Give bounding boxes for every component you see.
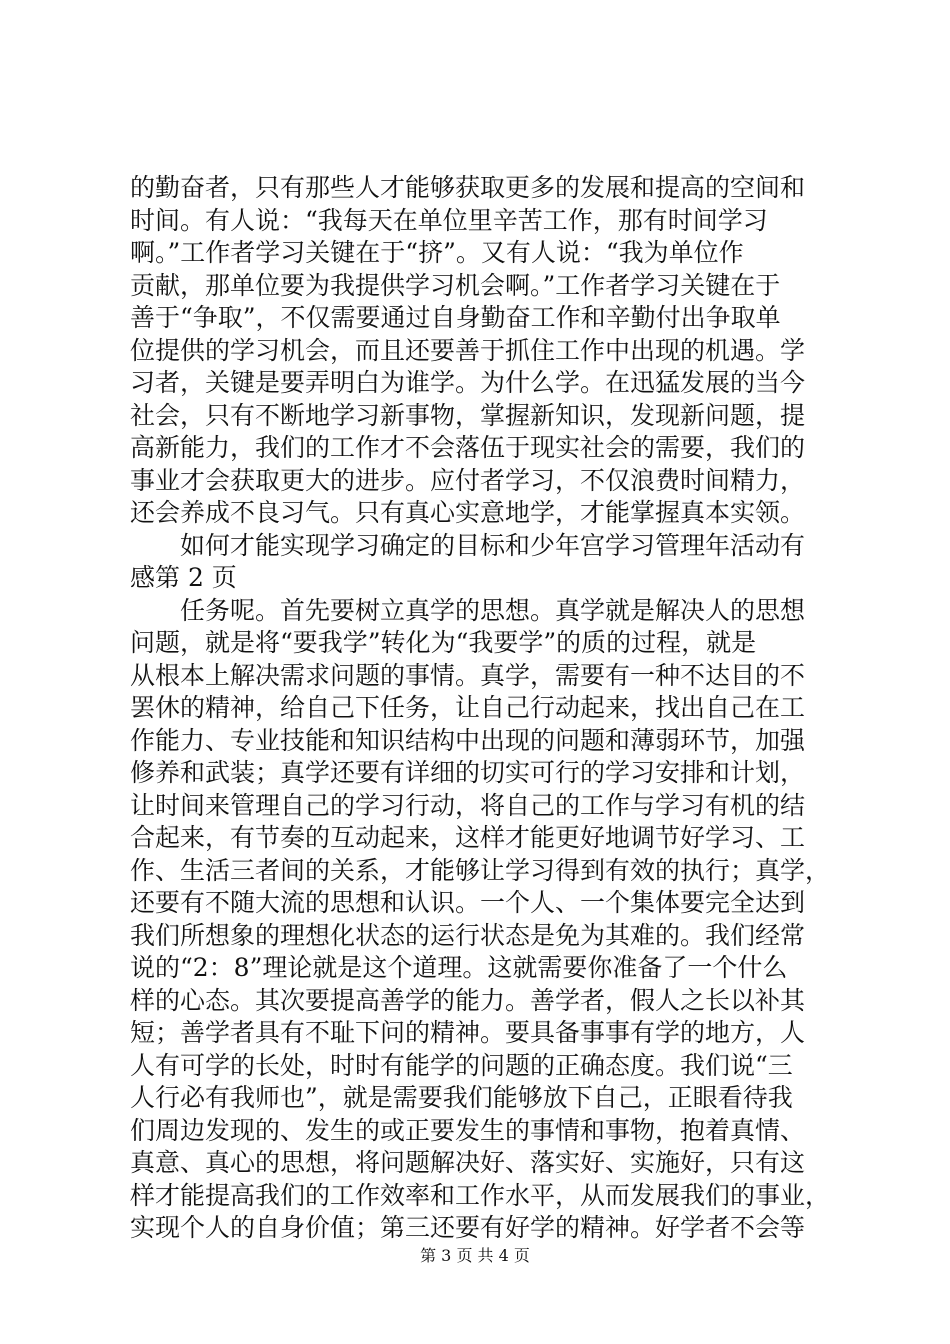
- text-line: 罢休的精神，给自己下任务，让自己行动起来，找出自己在工: [130, 693, 806, 722]
- text-line: 啊。”工作者学习关键在于“挤”。又有人说：“我为单位作: [130, 238, 744, 267]
- text-line: 任务呢。首先要树立真学的思想。真学就是解决人的思想: [180, 595, 806, 625]
- text-line: 短；善学者具有不耻下问的精神。要具备事事有学的地方，人: [130, 1018, 806, 1047]
- text-line: 如何才能实现学习确定的目标和少年宫学习管理年活动有: [180, 530, 806, 560]
- text-line: 修养和武装；真学还要有详细的切实可行的学习安排和计划，: [130, 758, 806, 787]
- text-line: 位提供的学习机会，而且还要善于抓住工作中出现的机遇。学: [130, 335, 806, 365]
- text-line: 善于“争取”，不仅需要通过自身勤奋工作和辛勤付出争取单: [130, 303, 781, 332]
- text-line: 从根本上解决需求问题的事情。真学，需要有一种不达目的不: [130, 660, 806, 690]
- text-line: 说的“2：8”理论就是这个道理。这就需要你准备了一个什么: [130, 953, 788, 982]
- text-line: 我们所想象的理想化状态的运行状态是免为其难的。我们经常: [130, 920, 806, 950]
- text-line: 感第 2 页: [130, 563, 237, 592]
- text-line: 人行必有我师也”，就是需要我们能够放下自己，正眼看待我: [130, 1083, 793, 1112]
- text-line: 问题，就是将“要我学”转化为“我要学”的质的过程，就是: [130, 628, 757, 657]
- text-line: 真意、真心的思想，将问题解决好、落实好、实施好，只有这: [130, 1148, 806, 1177]
- text-line: 习者，关键是要弄明白为谁学。为什么学。在迅猛发展的当今: [130, 368, 806, 397]
- text-line: 高新能力，我们的工作才不会落伍于现实社会的需要，我们的: [130, 433, 806, 462]
- text-line: 们周边发现的、发生的或正要发生的事情和事物，抱着真情、: [130, 1115, 806, 1145]
- text-line: 还要有不随大流的思想和认识。一个人、一个集体要完全达到: [130, 888, 806, 917]
- page-footer: 第 3 页 共 4 页: [420, 1246, 530, 1265]
- text-line: 贡献，那单位要为我提供学习机会啊。”工作者学习关键在于: [130, 270, 781, 300]
- text-line: 还会养成不良习气。只有真心实意地学，才能掌握真本实领。: [130, 498, 806, 527]
- text-line: 的勤奋者，只有那些人才能够获取更多的发展和提高的空间和: [130, 173, 806, 202]
- text-line: 事业才会获取更大的进步。应付者学习，不仅浪费时间精力，: [130, 465, 806, 495]
- text-line: 作、生活三者间的关系，才能够让学习得到有效的执行；真学，: [130, 855, 831, 885]
- document-body: [130, 172, 830, 1245]
- text-line: 样才能提高我们的工作效率和工作水平，从而发展我们的事业，: [130, 1180, 831, 1210]
- text-line: 让时间来管理自己的学习行动，将自己的工作与学习有机的结: [130, 790, 806, 820]
- text-line: 实现个人的自身价值；第三还要有好学的精神。好学者不会等: [130, 1213, 806, 1242]
- text-line: 时间。有人说：“我每天在单位里辛苦工作，那有时间学习: [130, 205, 768, 235]
- text-line: 人有可学的长处，时时有能学的问题的正确态度。我们说“三: [130, 1050, 793, 1080]
- text-line: 合起来，有节奏的互动起来，这样才能更好地调节好学习、工: [130, 823, 806, 852]
- text-line: 社会，只有不断地学习新事物，掌握新知识，发现新问题，提: [130, 400, 806, 430]
- text-line: 样的心态。其次要提高善学的能力。善学者，假人之长以补其: [130, 985, 806, 1015]
- text-line: 作能力、专业技能和知识结构中出现的问题和薄弱环节，加强: [130, 725, 806, 755]
